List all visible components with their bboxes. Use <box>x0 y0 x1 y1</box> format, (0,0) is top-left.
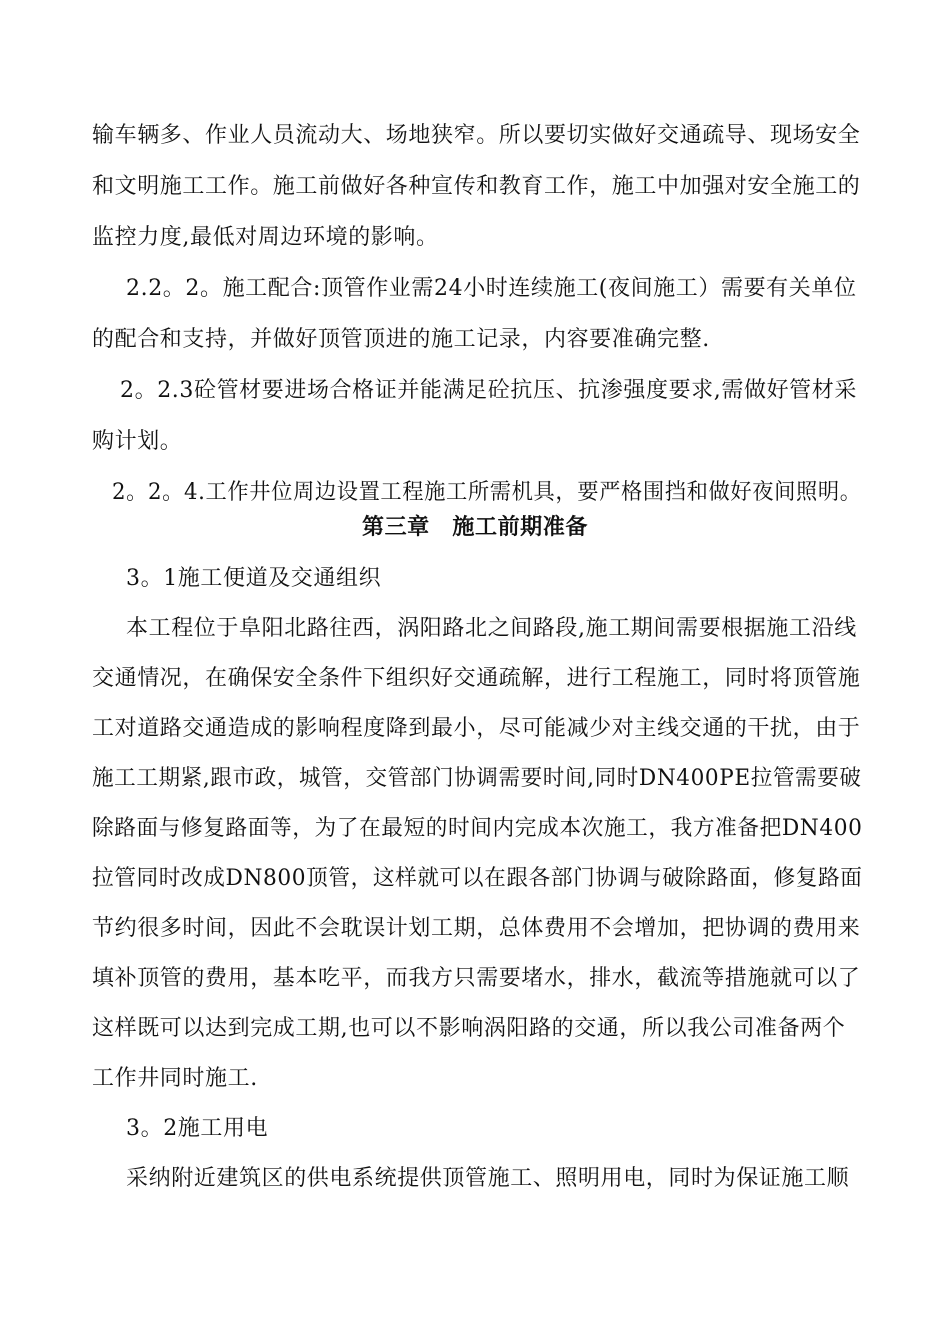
paragraph-3-1-line-4: 施工工期紧,跟市政，城管，交管部门协调需要时间,同时DN400PE拉管需要破 <box>92 766 862 791</box>
paragraph-3-1-line-8: 填补顶管的费用，基本吃平，而我方只需要堵水，排水，截流等措施就可以了 <box>92 966 861 991</box>
section-3-1-title: 3。1施工便道及交通组织 <box>126 566 382 591</box>
paragraph-3-1-line-5: 除路面与修复路面等，为了在最短的时间内完成本次施工，我方准备把DN400 <box>92 816 863 841</box>
paragraph-3-1-line-3: 工对道路交通造成的影响程度降到最小，尽可能减少对主线交通的干扰，由于 <box>92 716 861 741</box>
paragraph-3-1-line-6: 拉管同时改成DN800顶管，这样就可以在跟各部门协调与破除路面，修复路面 <box>92 866 863 891</box>
paragraph-2-2-1-line-2: 和文明施工工作。施工前做好各种宣传和教育工作，施工中加强对安全施工的 <box>92 174 861 199</box>
paragraph-3-1-line-10: 工作井同时施工. <box>92 1066 258 1091</box>
paragraph-2-2-4-line-1: 2。2。4.工作井位周边设置工程施工所需机具，要严格围挡和做好夜间照明。 <box>112 480 862 505</box>
paragraph-2-2-3-line-1: 2。2.3砼管材要进场合格证并能满足砼抗压、抗渗强度要求,需做好管材采 <box>120 378 857 403</box>
chapter-heading: 第三章 施工前期准备 <box>361 515 588 540</box>
paragraph-2-2-3-line-2: 购计划。 <box>92 429 183 454</box>
paragraph-3-1-line-9: 这样既可以达到完成工期,也可以不影响涡阳路的交通，所以我公司准备两个 <box>92 1016 846 1041</box>
paragraph-3-1-line-7: 节约很多时间，因此不会耽误计划工期，总体费用不会增加，把协调的费用来 <box>92 916 861 941</box>
paragraph-2-2-2-line-2: 的配合和支持，并做好顶管顶进的施工记录，内容要准确完整. <box>92 327 710 352</box>
paragraph-3-1-line-2: 交通情况，在确保安全条件下组织好交通疏解，进行工程施工，同时将顶管施 <box>92 666 861 691</box>
paragraph-2-2-1-line-3: 监控力度,最低对周边环境的影响。 <box>92 225 439 250</box>
paragraph-2-2-2-line-1: 2.2。2。施工配合:顶管作业需24小时连续施工(夜间施工）需要有关单位 <box>126 276 857 301</box>
paragraph-2-2-1-line-1: 输车辆多、作业人员流动大、场地狭窄。所以要切实做好交通疏导、现场安全 <box>92 123 861 148</box>
section-3-2-title: 3。2施工用电 <box>126 1116 269 1141</box>
paragraph-3-2-line-1: 采纳附近建筑区的供电系统提供顶管施工、照明用电，同时为保证施工顺 <box>126 1166 850 1191</box>
paragraph-3-1-line-1: 本工程位于阜阳北路往西，涡阳路北之间路段,施工期间需要根据施工沿线 <box>126 616 857 641</box>
